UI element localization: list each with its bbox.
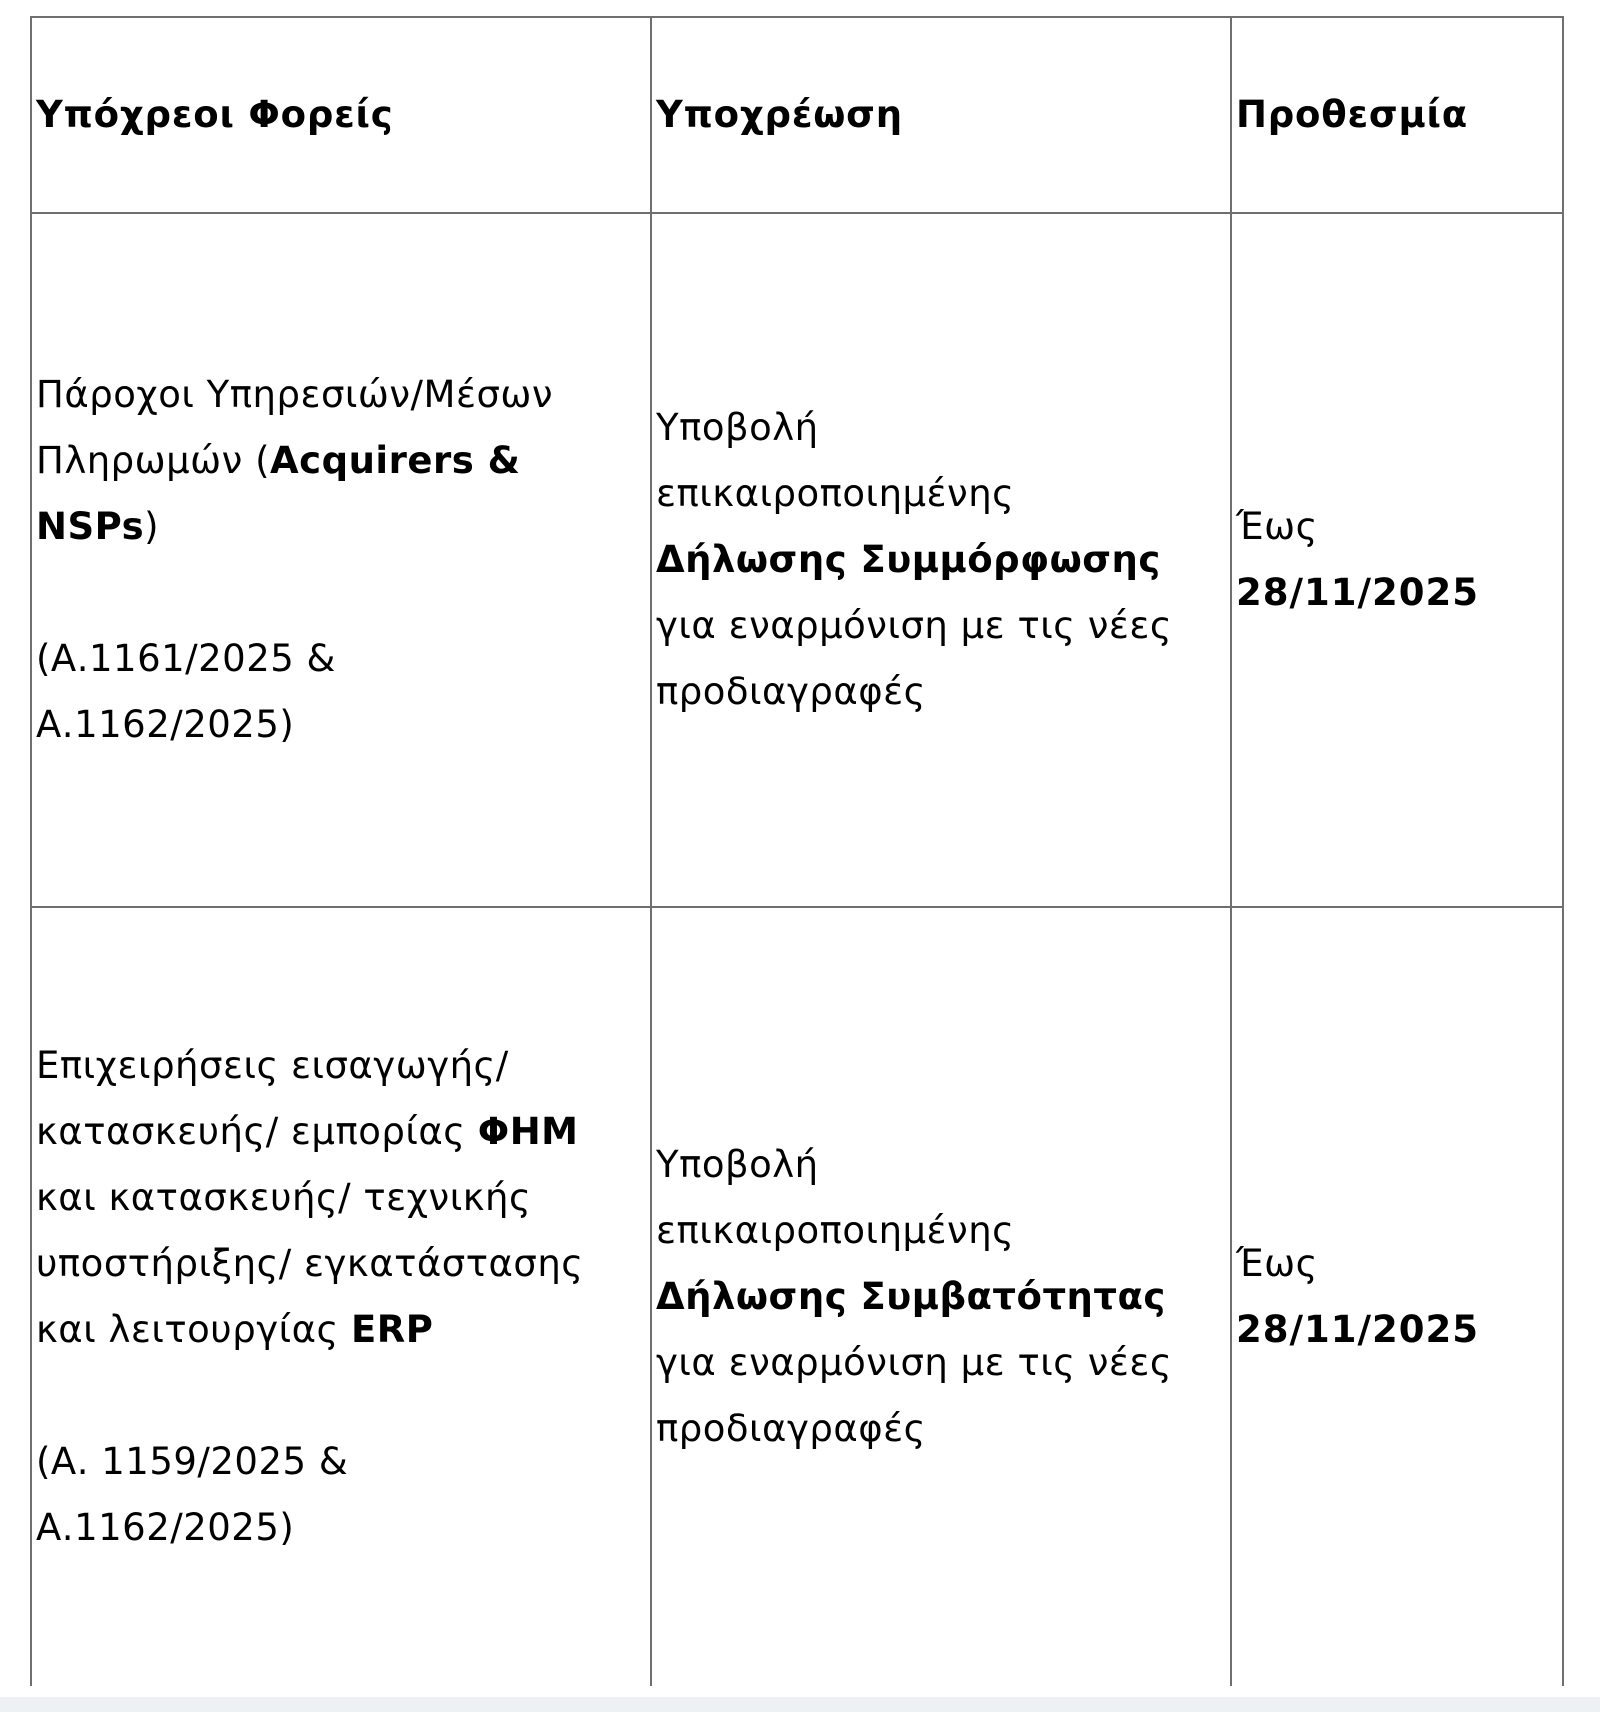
obligation-cell — [651, 213, 1231, 907]
entity-text: κατασκευής/ εμπορίας — [36, 1110, 478, 1153]
obligation-bold-line — [656, 1264, 1226, 1330]
obligation-line: για εναρμόνιση με τις νέες — [656, 1341, 1173, 1384]
entity-line — [36, 428, 646, 494]
deadline-cell — [1231, 213, 1563, 907]
entity-line: υποστήριξης/ εγκατάστασης — [36, 1242, 584, 1285]
decision-reference: (Α.1161/2025 & — [36, 637, 336, 680]
entity-cell — [31, 213, 651, 907]
obligation-line: Υποβολή — [656, 406, 819, 449]
entity-text: και λειτουργίας — [36, 1308, 351, 1351]
obligation-line: επικαιροποιημένης — [656, 1209, 1015, 1252]
obligation-bold-line — [656, 527, 1226, 593]
obligation-line: προδιαγραφές — [656, 670, 926, 713]
deadline-prefix: Έως — [1236, 505, 1318, 548]
obligations-table — [30, 16, 1564, 1686]
decision-reference: (Α. 1159/2025 & — [36, 1440, 349, 1483]
deadline-date: 28/11/2025 — [1236, 571, 1479, 614]
entity-line: και κατασκευής/ τεχνικής — [36, 1176, 532, 1219]
entity-text: ) — [144, 505, 160, 548]
obligation-bold-text: Δήλωσης Συμμόρφωσης — [656, 538, 1161, 581]
obligation-line: επικαιροποιημένης — [656, 472, 1015, 515]
entity-line: Πάροχοι Υπηρεσιών/Μέσων — [36, 373, 554, 416]
obligation-cell — [651, 907, 1231, 1686]
header-entities: Υπόχρεοι Φορείς — [31, 17, 651, 213]
header-deadline: Προθεσμία — [1231, 17, 1563, 213]
entity-bold-text: ΦΗΜ — [477, 1110, 579, 1153]
entity-bold-text: NSPs — [36, 505, 145, 548]
decision-reference: Α.1162/2025) — [36, 703, 295, 746]
deadline-date: 28/11/2025 — [1236, 1308, 1479, 1351]
entity-bold-text: ERP — [350, 1308, 434, 1351]
obligation-line: Υποβολή — [656, 1143, 819, 1186]
deadline-cell — [1231, 907, 1563, 1686]
entity-line: Επιχειρήσεις εισαγωγής/ — [36, 1044, 509, 1087]
deadline-prefix: Έως — [1236, 1242, 1318, 1285]
entity-bold-text: Acquirers & — [270, 439, 521, 482]
obligation-line: προδιαγραφές — [656, 1407, 926, 1450]
obligation-bold-text: Δήλωσης Συμβατότητας — [656, 1275, 1166, 1318]
entity-cell — [31, 907, 651, 1686]
header-obligation: Υποχρέωση — [651, 17, 1231, 213]
page-bottom-edge — [0, 1697, 1600, 1712]
entity-line — [36, 494, 646, 560]
entity-text: Πληρωμών ( — [36, 439, 271, 482]
table-header-row — [31, 17, 1563, 213]
entity-line — [36, 1297, 646, 1363]
obligation-line: για εναρμόνιση με τις νέες — [656, 604, 1173, 647]
decision-reference: Α.1162/2025) — [36, 1506, 295, 1549]
entity-line — [36, 1099, 646, 1165]
table-row — [31, 213, 1563, 907]
table-row — [31, 907, 1563, 1686]
